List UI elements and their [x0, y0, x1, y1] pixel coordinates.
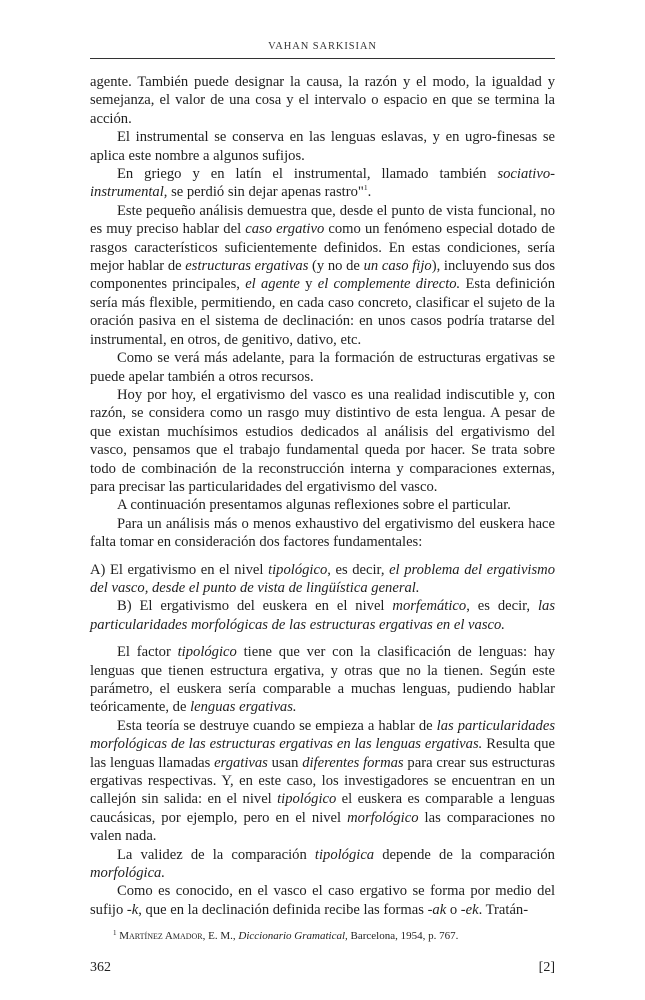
- footnote-reference[interactable]: 1: [363, 183, 368, 193]
- paragraph: Para un análisis más o menos exhaustivo del ergativismo del euskera hace falta tomar en consideración dos factores fundamentales:: [90, 515, 555, 551]
- footnote-title: Diccionario Gramatical,: [238, 930, 348, 942]
- paragraph: El factor tipológico tiene que ver con la clasificación de lenguas: hay lenguas que tienen estructura ergativa, y otras que no la tienen. Según este parámetro, el euskera sería comparable a muchas lenguas, pudiendo hablar teóricamente, de lenguas ergativas.: [90, 644, 555, 716]
- paragraph: Como es conocido, en el vasco el caso ergativo se forma por medio del sufijo -k, que en la declinación definida recibe las formas -ak o -ek. Tratán-: [90, 883, 555, 918]
- paragraph: Esta teoría se destruye cuando se empieza a hablar de las particularidades morfológicas de las estructuras ergativas en las lenguas ergativas. Resulta que las lenguas llamadas ergativas usan diferentes formas para crear sus estructuras ergativas respectivas. Y, en este caso, los investigadores se encuentran en un callejón sin salida: en el nivel tipológico el euskera es comparable a lenguas caucásicas, por ejemplo, pero en el nivel morfológico las comparaciones no valen nada.: [90, 717, 556, 845]
- list-item-b: B) El ergativismo del euskera en el nivel morfemático, es decir, las particularidades morfológicas de las estructuras ergativas en el vasco.: [90, 598, 555, 633]
- body-text: [90, 73, 555, 919]
- paragraph: Hoy por hoy, el ergativismo del vasco es una realidad indiscutible y, con razón, se considera como un rasgo muy distintivo de esta lengua. A pesar de que existan muchísimos estudios dedicados al análisis del ergativismo del vasco, pensamos que el trabajo fundamental queda por hacer. Se trata sobre todo de combinación de la reconstrucción interna y comparaciones externas, para precisar las particularidades del ergativismo del vasco.: [90, 386, 555, 495]
- paragraph: En griego y en latín el instrumental, llamado también sociativo-instrumental, se perdió sin dejar apenas rastro"$^1$.: [90, 166, 555, 201]
- paragraph: Como se verá más adelante, para la formación de estructuras ergativas se puede apelar también a otros recursos.: [90, 350, 555, 385]
- page-tag: [2]: [538, 960, 555, 975]
- footnote-author: Martínez Amador, E. M.,: [119, 930, 236, 942]
- footnote-details: Barcelona, 1954, p. 767.: [347, 930, 459, 942]
- paragraph: Este pequeño análisis demuestra que, desde el punto de vista funcional, no es muy preciso hablar del caso ergativo como un fenómeno especial dotado de rasgos característicos suficientemente definidos. En estas condiciones, sería mejor hablar de estructuras ergativas (y no de un caso fijo), incluyendo sus dos componentes principales, el agente y el complemente directo. Esta definición sería más flexible, permitiendo, en cada caso concreto, clasificar el sujeto de la oración pasiva en el sistema de declinación: en unos casos podría tratarse del instrumental, en otros, de genitivo, dativo, etc.: [90, 202, 556, 348]
- list-item-a: A) El ergativismo en el nivel tipológico, es decir, el problema del ergativismo del vasco, desde el punto de vista de lingüística general.: [90, 561, 555, 596]
- paragraph: El instrumental se conserva en las lenguas eslavas, y en ugro-finesas se aplica este nombre a algunos sufijos.: [90, 129, 555, 164]
- footnote: [113, 929, 553, 943]
- paragraph: La validez de la comparación tipológica depende de la comparación morfológica.: [90, 846, 555, 882]
- spacer: [90, 552, 555, 561]
- header-rule: [90, 58, 555, 59]
- page-number: 362: [90, 960, 111, 975]
- running-head: VAHAN SARKISIAN: [268, 41, 377, 52]
- paragraph: A continuación presentamos algunas reflexiones sobre el particular.: [117, 497, 511, 514]
- paragraph: agente. También puede designar la causa, la razón y el modo, la igualdad y semejanza, el valor de una cosa y el intervalo o espacio en que se termina la acción.: [90, 74, 555, 127]
- footnote-number: 1: [113, 929, 117, 937]
- spacer: [90, 634, 555, 643]
